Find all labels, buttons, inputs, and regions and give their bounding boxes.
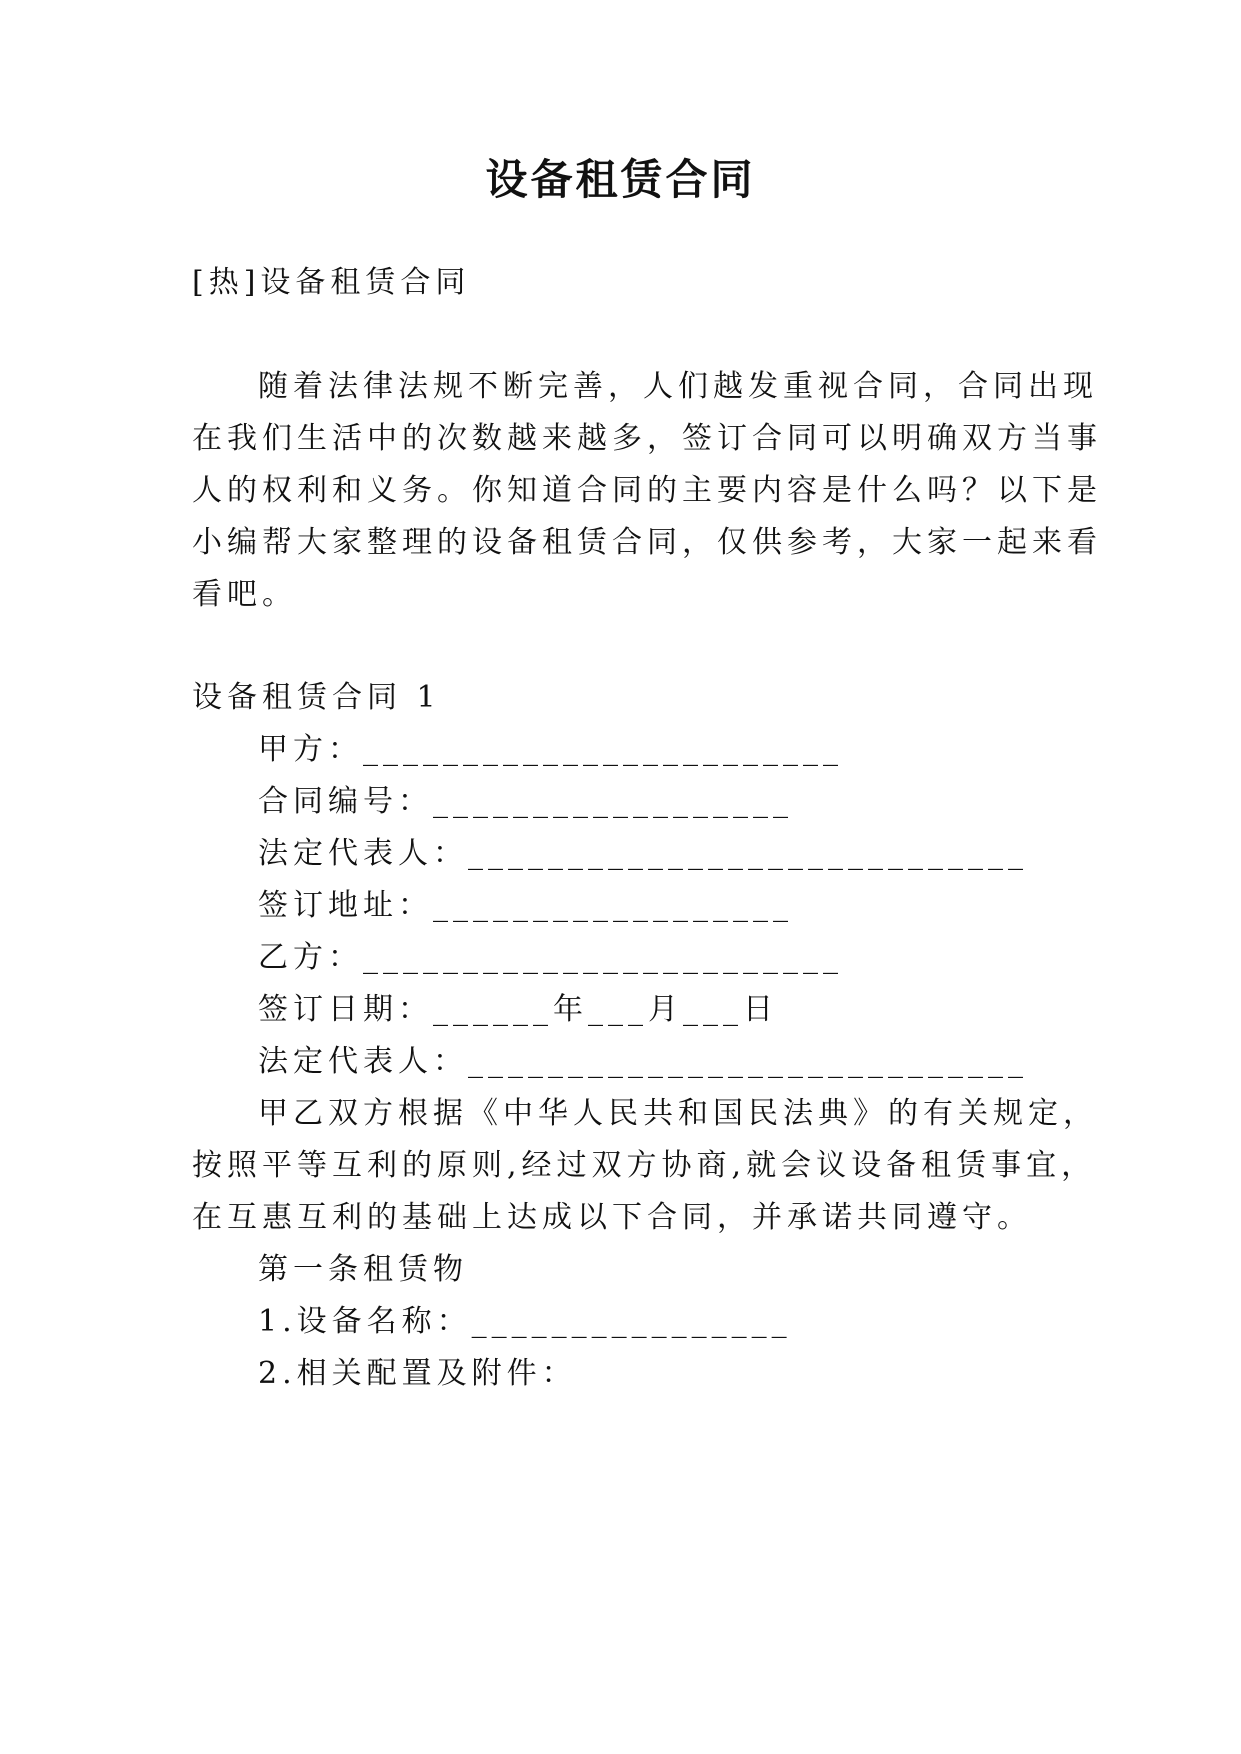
body-line: 甲乙双方根据《中华人民共和国民法典》的有关规定，	[258, 1096, 1098, 1131]
list-item: 2.相关配置及附件：	[258, 1356, 577, 1391]
list-item: 1.设备名称：________________	[258, 1304, 792, 1339]
body-line: 按照平等互利的原则,经过双方协商,就会议设备租赁事宜，	[192, 1148, 1097, 1183]
field-line: 甲方：________________________	[258, 732, 843, 767]
intro-line: 在我们生活中的次数越来越多，签订合同可以明确双方当事	[192, 421, 1102, 456]
body-line: 在互惠互利的基础上达成以下合同，并承诺共同遵守。	[192, 1200, 1032, 1235]
section-heading: 设备租赁合同 1	[192, 680, 441, 715]
field-line: 签订日期：______年___月___日	[258, 992, 778, 1027]
intro-line: 看吧。	[192, 577, 297, 612]
document-title: 设备租赁合同	[485, 155, 756, 204]
field-line: 签订地址：__________________	[258, 888, 793, 923]
intro-line: 人的权利和义务。你知道合同的主要内容是什么吗？以下是	[192, 473, 1102, 508]
article-heading: 第一条租赁物	[258, 1252, 468, 1287]
field-line: 法定代表人：____________________________	[258, 1044, 1028, 1079]
document-subtitle: [热]设备租赁合同	[192, 265, 471, 300]
field-line: 乙方：________________________	[258, 940, 843, 975]
intro-line: 小编帮大家整理的设备租赁合同，仅供参考，大家一起来看	[192, 525, 1102, 560]
field-line: 法定代表人：____________________________	[258, 836, 1028, 871]
field-line: 合同编号：__________________	[258, 784, 793, 819]
intro-line: 随着法律法规不断完善，人们越发重视合同，合同出现	[258, 369, 1098, 404]
